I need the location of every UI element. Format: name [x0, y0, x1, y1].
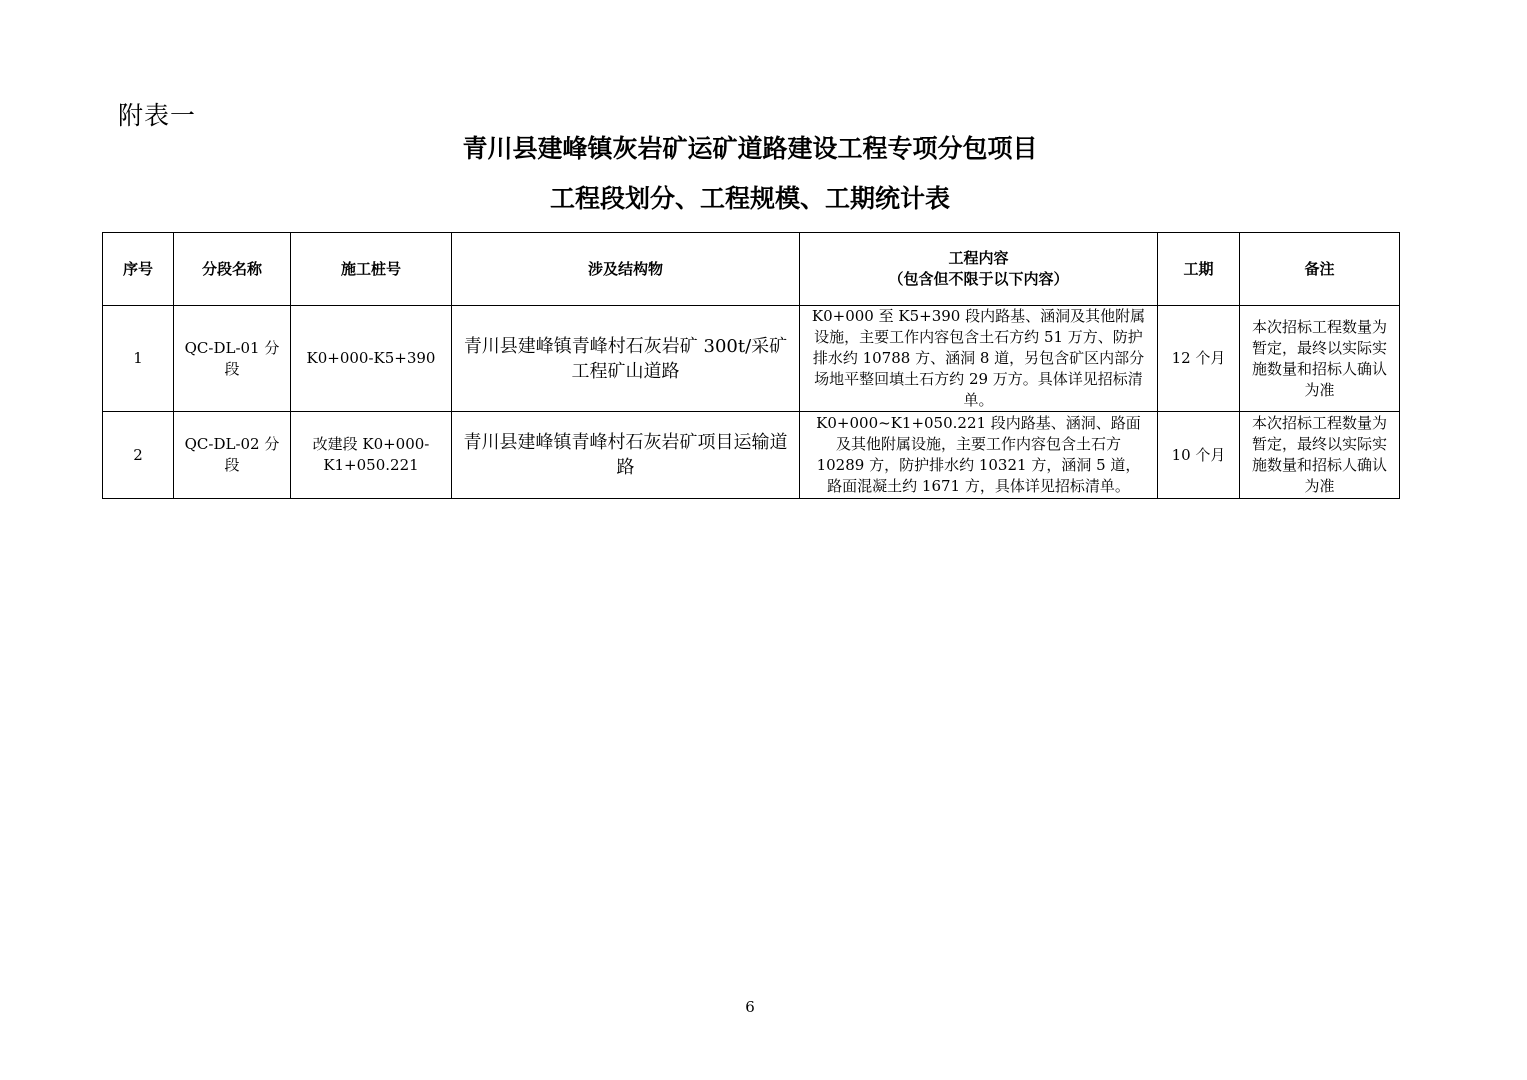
- cell-segment-name: QC-DL-01 分段: [174, 306, 291, 412]
- header-segment-name: 分段名称: [174, 233, 291, 306]
- cell-content: K0+000~K1+050.221 段内路基、涵洞、路面及其他附属设施，主要工作内容包含土石方 10289 方，防护排水约 10321 方，涵洞 5 道，路面混凝土约 1671 方，具体详见招标清单。: [800, 412, 1158, 499]
- table-row: [103, 412, 1400, 499]
- header-content: [800, 233, 1158, 306]
- cell-duration: 12 个月: [1158, 306, 1240, 412]
- header-index: 序号: [103, 233, 174, 306]
- cell-stake-number: 改建段 K0+000-K1+050.221: [291, 412, 452, 499]
- document-subtitle: 工程段划分、工程规模、工期统计表: [549, 184, 950, 213]
- table-header-row: [103, 233, 1400, 306]
- statistics-table: [102, 232, 1400, 499]
- cell-structures: 青川县建峰镇青峰村石灰岩矿 300t/采矿工程矿山道路: [452, 306, 800, 412]
- header-content-line1: 工程内容: [948, 249, 1009, 267]
- cell-remarks: 本次招标工程数量为暂定，最终以实际实施数量和招标人确认为准: [1240, 412, 1400, 499]
- cell-index: 1: [103, 306, 174, 412]
- cell-duration: 10 个月: [1158, 412, 1240, 499]
- cell-index: 2: [103, 412, 174, 499]
- header-content-line2: （包含但不限于以下内容）: [888, 270, 1069, 288]
- header-structures: 涉及结构物: [452, 233, 800, 306]
- cell-structures: 青川县建峰镇青峰村石灰岩矿项目运输道路: [452, 412, 800, 499]
- cell-content: K0+000 至 K5+390 段内路基、涵洞及其他附属设施，主要工作内容包含土石方约 51 万方、防护排水约 10788 方、涵洞 8 道，另包含矿区内部分场地平整回填土石方约 29 万方。具体详见招标清单。: [800, 306, 1158, 412]
- cell-segment-name: QC-DL-02 分段: [174, 412, 291, 499]
- table-row: [103, 306, 1400, 412]
- header-duration: 工期: [1158, 233, 1240, 306]
- annex-label: 附表一: [118, 101, 197, 130]
- cell-remarks: 本次招标工程数量为暂定，最终以实际实施数量和招标人确认为准: [1240, 306, 1400, 412]
- page-number: 6: [745, 998, 755, 1016]
- header-remarks: 备注: [1240, 233, 1400, 306]
- header-stake-number: 施工桩号: [291, 233, 452, 306]
- cell-stake-number: K0+000-K5+390: [291, 306, 452, 412]
- document-title: 青川县建峰镇灰岩矿运矿道路建设工程专项分包项目: [462, 134, 1038, 163]
